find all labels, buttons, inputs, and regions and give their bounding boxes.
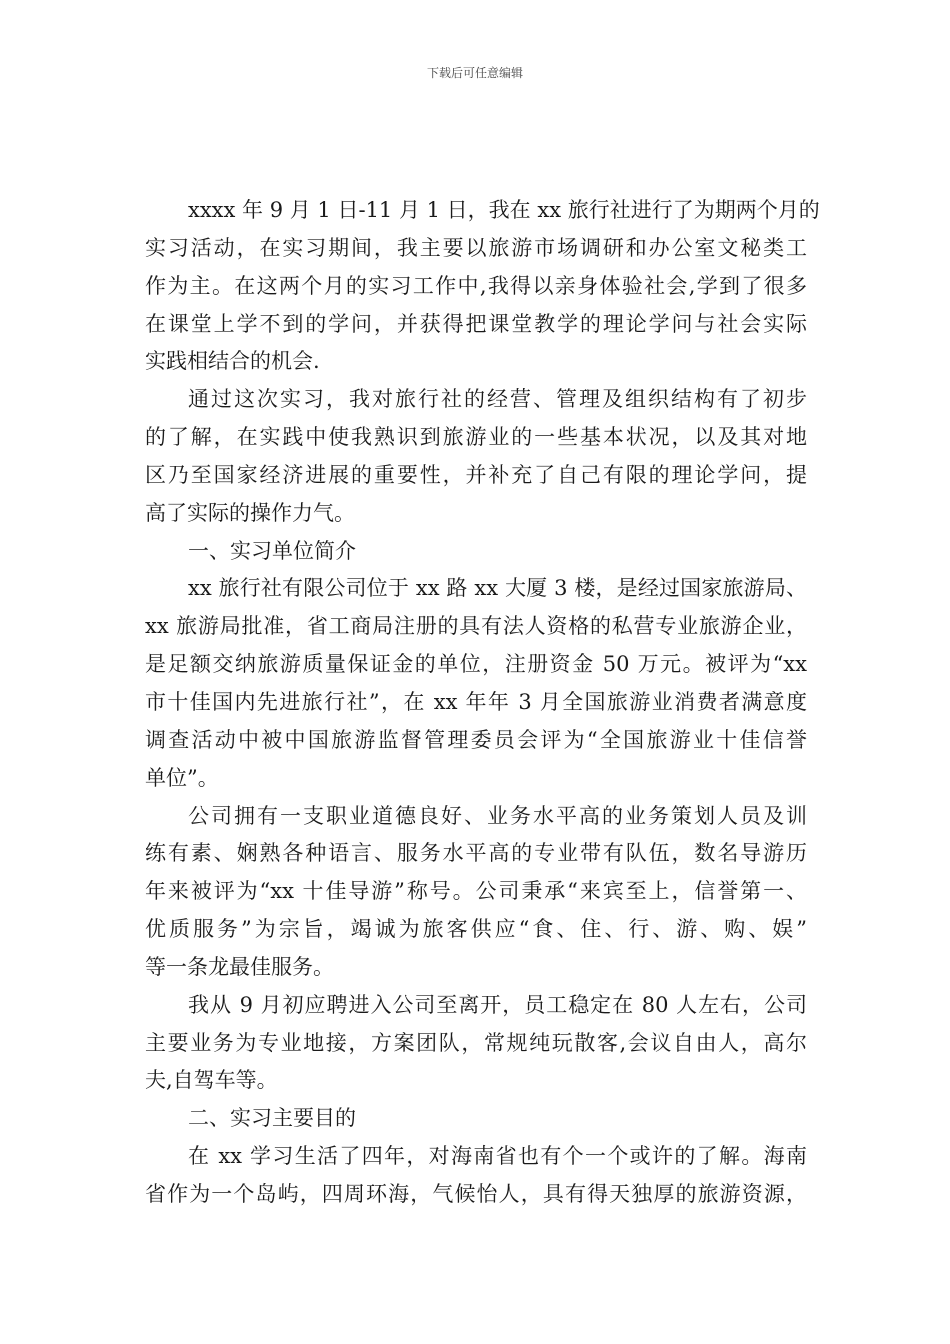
text-line: 练有素、娴熟各种语言、服务水平高的专业带有队伍，数名导游历 (145, 841, 807, 866)
text-line: 区乃至国家经济进展的重要性，并补充了自己有限的理论学问，提 (145, 462, 807, 487)
text-line: 年来被评为“xx 十佳导游”称号。公司秉承“来宾至上，信誉第一、 (145, 879, 807, 904)
text-line: 在课堂上学不到的学问，并获得把课堂教学的理论学问与社会实际 (145, 311, 807, 336)
document-body (145, 192, 820, 1214)
text-line: 高了实际的操作力气。 (145, 500, 355, 525)
text-line: 的了解，在实践中使我熟识到旅游业的一些基本状况，以及其对地 (145, 425, 807, 450)
text-line: 二、实习主要目的 (188, 1106, 356, 1131)
text-line: 夫,自驾车等。 (145, 1068, 278, 1093)
text-line: 通过这次实习，我对旅行社的经营、管理及组织结构有了初步 (188, 387, 807, 412)
text-line: 主要业务为专业地接，方案团队，常规纯玩散客,会议自由人，高尔 (145, 1030, 807, 1055)
text-line: 调查活动中被中国旅游监督管理委员会评为“全国旅游业十佳信誉 (145, 727, 807, 752)
text-line: 一、实习单位简介 (188, 538, 356, 563)
text-line: 在 xx 学习生活了四年，对海南省也有个一个或许的了解。海南 (188, 1144, 807, 1169)
text-line: 实践相结合的机会. (145, 349, 320, 374)
text-line: 市十佳国内先进旅行社”，在 xx 年年 3 月全国旅游业消费者满意度 (145, 689, 807, 714)
text-line: xx 旅行社有限公司位于 xx 路 xx 大厦 3 楼，是经过国家旅游局、 (188, 576, 807, 601)
text-line: xx 旅游局批准，省工商局注册的具有法人资格的私营专业旅游企业， (145, 614, 807, 639)
text-line: xxxx 年 9 月 1 日-11 月 1 日，我在 xx 旅行社进行了为期两个月的 (188, 198, 820, 222)
text-line: 优质服务”为宗旨，竭诚为旅客供应“食、住、行、游、购、娱” (145, 917, 807, 942)
text-line: 等一条龙最佳服务。 (145, 954, 334, 979)
text-line: 公司拥有一支职业道德良好、业务水平高的业务策划人员及训 (188, 803, 807, 828)
text-line: 作为主。在这两个月的实习工作中,我得以亲身体验社会,学到了很多 (145, 273, 807, 298)
text-line: 省作为一个岛屿，四周环海，气候怡人，具有得天独厚的旅游资源， (145, 1181, 807, 1206)
page-header-note: 下载后可任意编辑 (426, 66, 523, 80)
text-line: 实习活动，在实习期间，我主要以旅游市场调研和办公室文秘类工 (145, 235, 807, 260)
text-line: 是足额交纳旅游质量保证金的单位，注册资金 50 万元。被评为“xx (145, 652, 807, 677)
text-line: 我从 9 月初应聘进入公司至离开，员工稳定在 80 人左右，公司 (188, 992, 807, 1017)
text-line: 单位”。 (145, 765, 219, 790)
